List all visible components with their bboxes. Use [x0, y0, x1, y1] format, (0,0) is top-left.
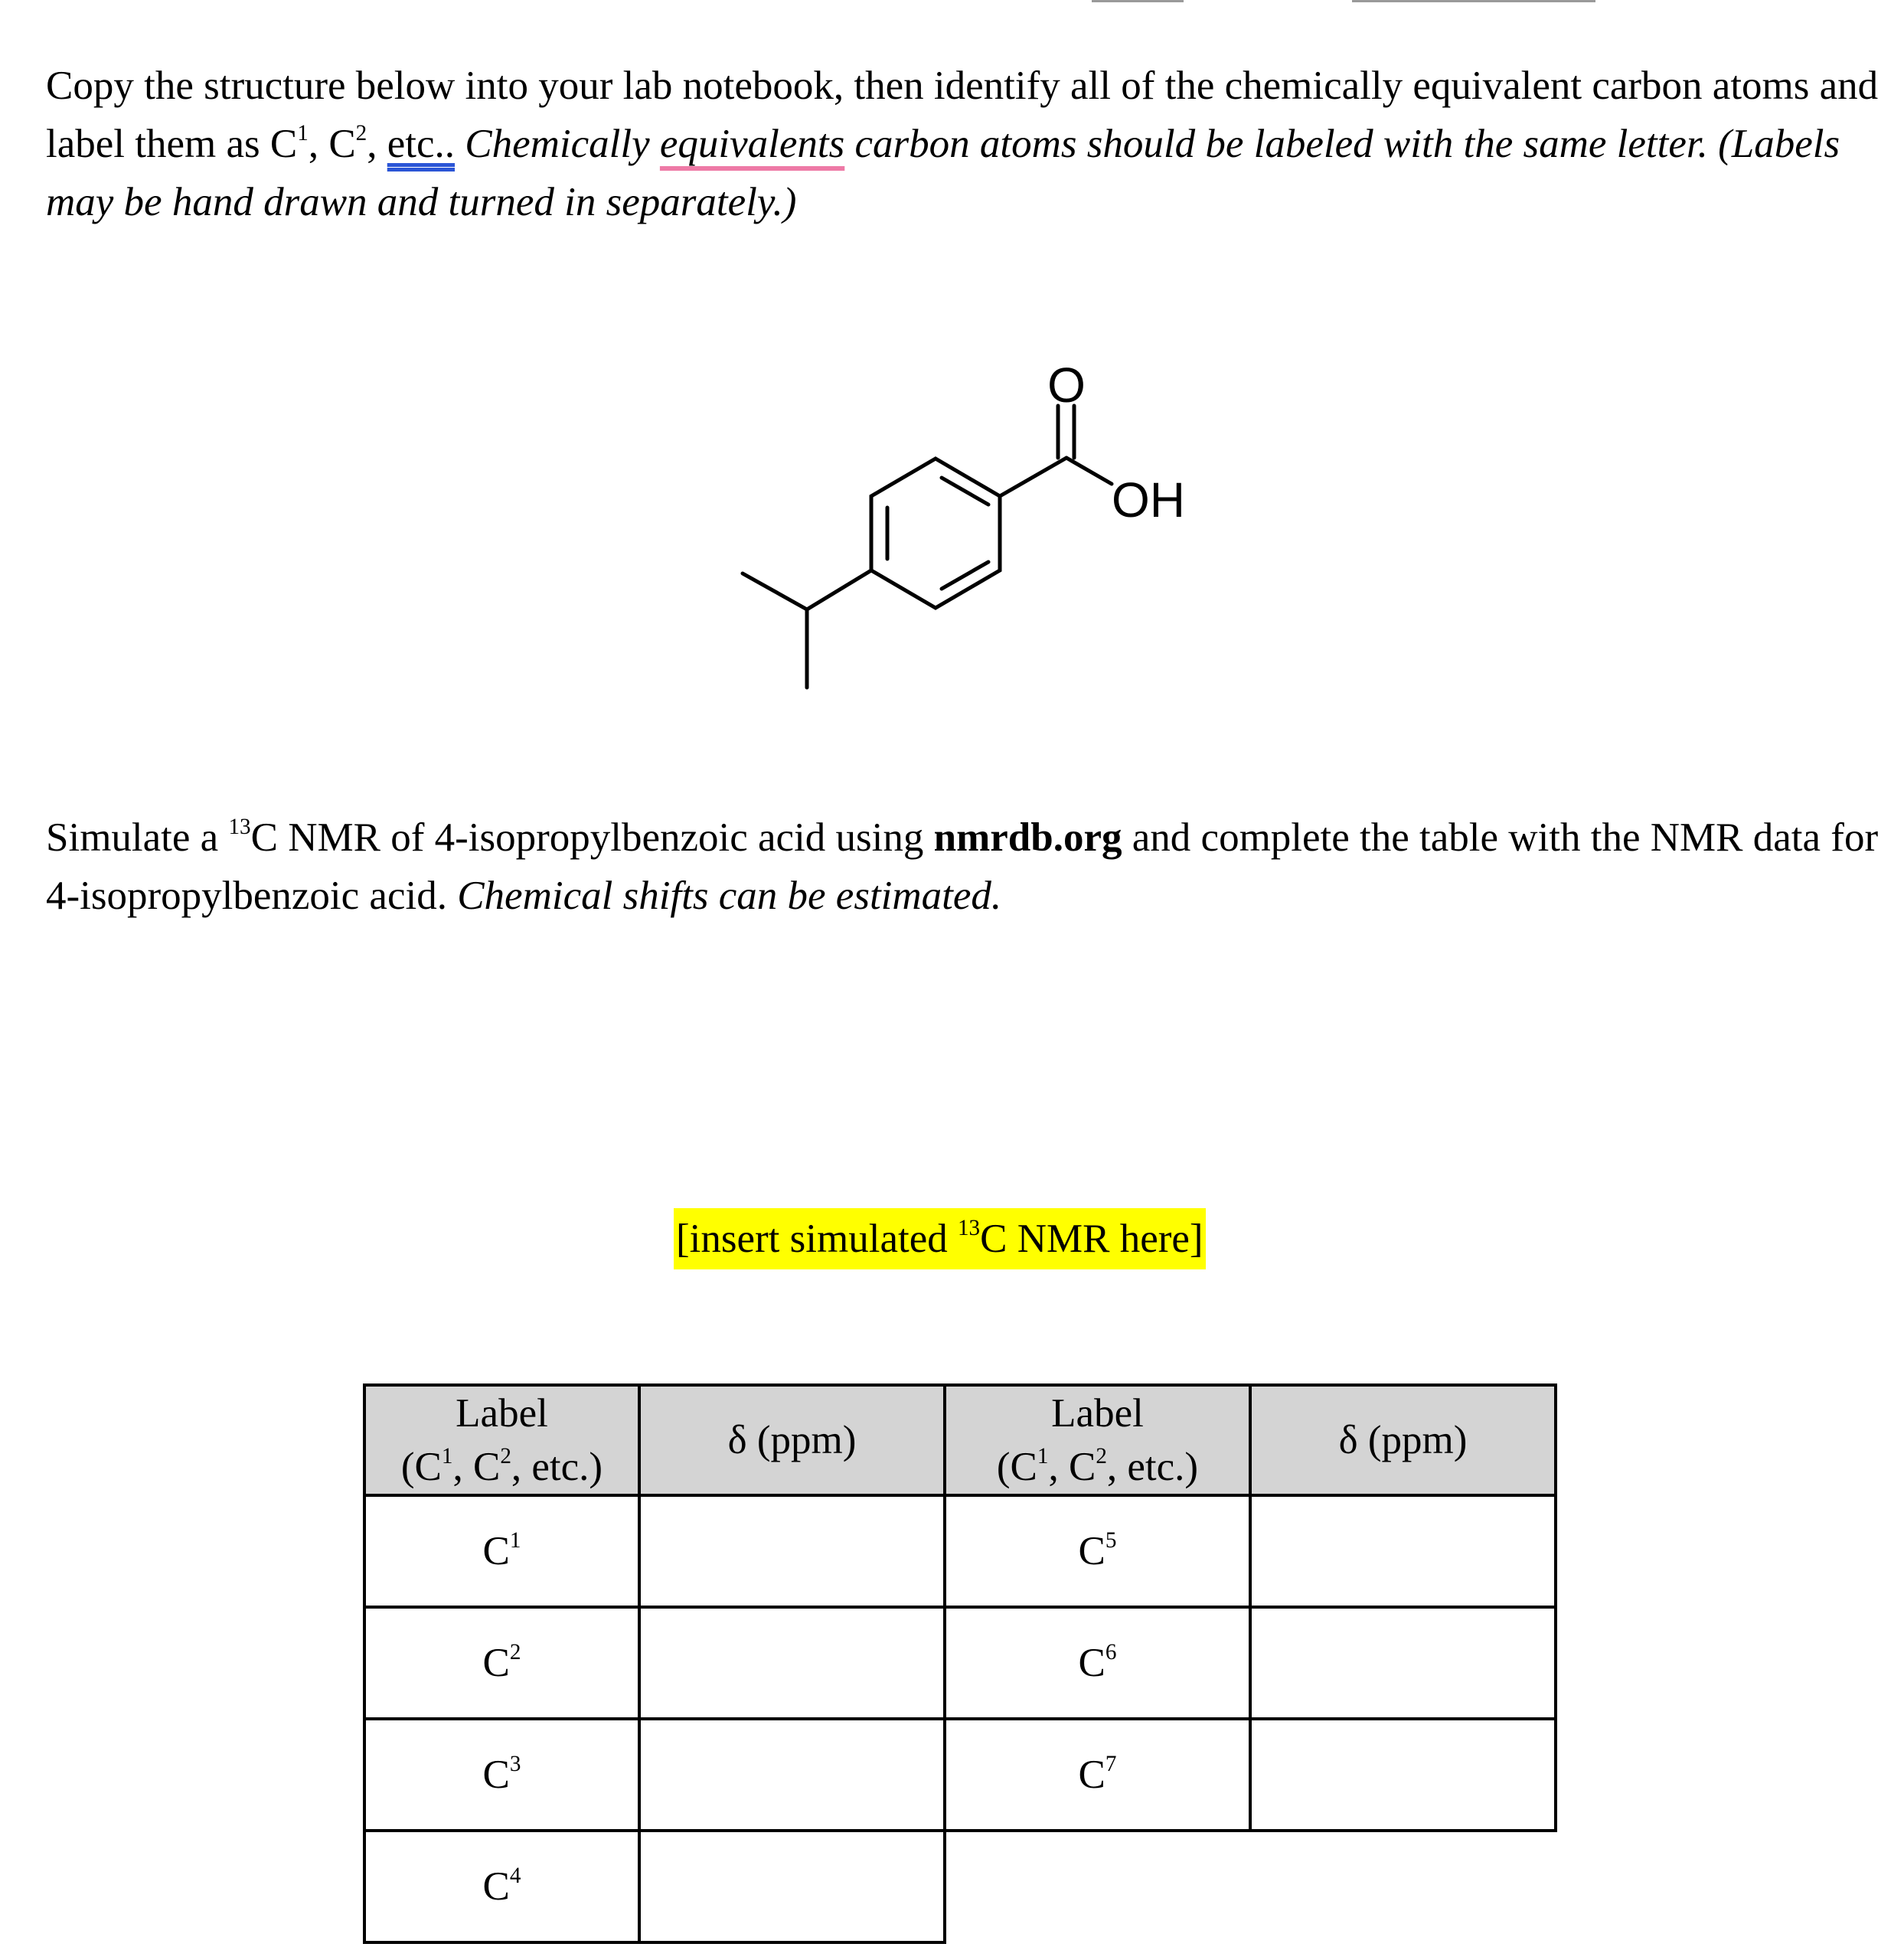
nmrdb-site: nmrdb.org — [933, 815, 1122, 860]
table-row — [364, 1831, 1556, 1942]
simulate-paragraph: Simulate a $^{13}$C NMR of 4-isopropylbenzoic acid using nmrdb.org and complete the table with the NMR data for 4-isopropylbenzoic acid. Chemical shifts can be estimated. — [46, 815, 1879, 918]
carbon-label-cell: $C^6$ — [945, 1607, 1250, 1719]
label-header: Label ($C^1$, $C^2$, etc.) — [364, 1385, 639, 1495]
shift-header: δ (ppm) — [639, 1385, 945, 1495]
table-header-row — [364, 1385, 1556, 1495]
table-row — [364, 1495, 1556, 1607]
label-header: Label ($C^1$, $C^2$, etc.) — [945, 1385, 1250, 1495]
shift-cell — [1250, 1607, 1556, 1719]
molecule-structure — [720, 348, 1210, 708]
carbon-label-cell: $C^7$ — [945, 1719, 1250, 1831]
empty-cell — [945, 1831, 1250, 1942]
empty-cell — [1250, 1831, 1556, 1942]
carbon-label-cell: $C^5$ — [945, 1495, 1250, 1607]
carbon-label-cell: $C^2$ — [364, 1607, 639, 1719]
carbon-label-cell: $C^1$ — [364, 1495, 639, 1607]
nmr-data-table — [363, 1383, 1557, 1944]
spellcheck-etc: etc.. — [387, 122, 456, 166]
shift-cell — [639, 1719, 945, 1831]
table-row — [364, 1719, 1556, 1831]
top-rule-right — [1352, 0, 1595, 2]
shift-cell — [639, 1607, 945, 1719]
shift-header: δ (ppm) — [1250, 1385, 1556, 1495]
table-row — [364, 1607, 1556, 1719]
carbon-label-cell: $C^3$ — [364, 1719, 639, 1831]
shift-cell — [639, 1495, 945, 1607]
hydroxyl-label: OH — [1112, 472, 1185, 528]
carbon-label-cell: $C^4$ — [364, 1831, 639, 1942]
oxygen-label: O — [1047, 358, 1086, 413]
nmr-placeholder-highlight: [insert simulated $^{13}$C NMR here] — [674, 1208, 1206, 1269]
top-rule-left — [1092, 0, 1184, 2]
instructions-paragraph: Copy the structure below into your lab notebook, then identify all of the chemically equivalent carbon atoms and label them as $C^1$, $C^2$, etc.. Chemically equivalents carbon atoms should be labeled with the same letter. (Labels may be hand drawn and turned in separately.) — [46, 64, 1879, 224]
shift-cell — [639, 1831, 945, 1942]
spellcheck-equivalents: equivalents — [659, 122, 845, 166]
shift-cell — [1250, 1719, 1556, 1831]
shift-cell — [1250, 1495, 1556, 1607]
